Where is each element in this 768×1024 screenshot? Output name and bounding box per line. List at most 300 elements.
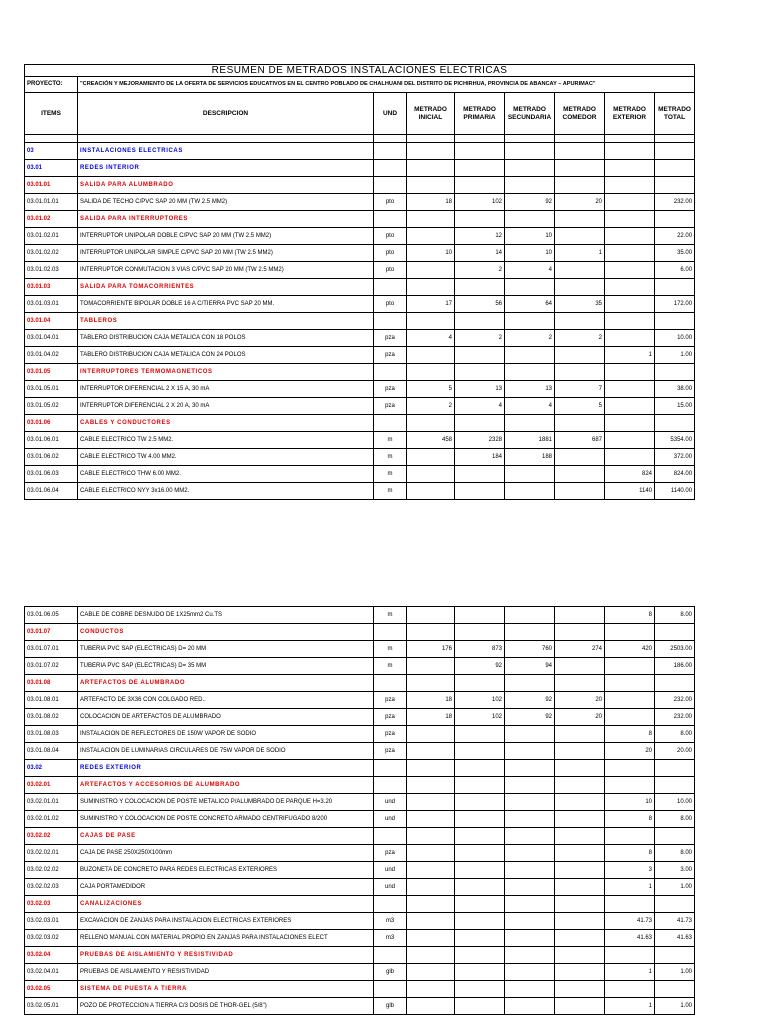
metrado-exterior: [605, 675, 655, 692]
item-code: 03.01.05: [25, 364, 78, 381]
subsection-row: [25, 279, 695, 296]
metrado-exterior: [605, 143, 655, 160]
metrados-table-1: [24, 64, 695, 500]
metrado-primaria: 102: [455, 709, 505, 726]
metrado-primaria: [455, 177, 505, 194]
item-description: INTERRUPTOR UNIPOLAR DOBLE C/PVC SAP 20 MM (TW 2.5 MM2): [78, 228, 374, 245]
metrado-comedor: [555, 913, 605, 930]
item-code: 03.01.08: [25, 675, 78, 692]
metrado-secundaria: 64: [505, 296, 555, 313]
metrado-inicial: [407, 313, 455, 330]
metrado-exterior: 8: [605, 726, 655, 743]
item-code: 03.02.04.01: [25, 964, 78, 981]
item-description: REDES INTERIOR: [78, 160, 374, 177]
metrado-primaria: [455, 879, 505, 896]
metrado-total: 15.00: [655, 398, 695, 415]
table-row: [25, 726, 695, 743]
metrado-exterior: [605, 449, 655, 466]
metrado-total: 35.00: [655, 245, 695, 262]
metrado-exterior: 824: [605, 466, 655, 483]
metrado-inicial: 18: [407, 709, 455, 726]
item-description: CAJAS DE PASE: [78, 828, 374, 845]
metrado-total: [655, 777, 695, 794]
metrado-primaria: [455, 483, 505, 500]
metrado-total: 232.00: [655, 194, 695, 211]
item-code: 03.02.05: [25, 981, 78, 998]
metrado-secundaria: [505, 811, 555, 828]
item-unit: pto: [374, 296, 407, 313]
subsection-row: [25, 896, 695, 913]
metrado-total: 1.00: [655, 964, 695, 981]
metrado-comedor: [555, 726, 605, 743]
item-unit: pza: [374, 347, 407, 364]
metrado-exterior: 8: [605, 845, 655, 862]
metrado-secundaria: [505, 862, 555, 879]
metrado-exterior: [605, 262, 655, 279]
header-metrado-exterior: METRADO EXTERIOR: [605, 93, 655, 135]
metrado-exterior: [605, 279, 655, 296]
metrado-primaria: [455, 777, 505, 794]
item-unit: [374, 675, 407, 692]
metrado-inicial: [407, 862, 455, 879]
subsection-row: [25, 415, 695, 432]
item-unit: [374, 143, 407, 160]
metrado-exterior: [605, 177, 655, 194]
table-row: [25, 845, 695, 862]
item-code: 03.01.07: [25, 624, 78, 641]
metrado-primaria: [455, 896, 505, 913]
metrado-comedor: [555, 211, 605, 228]
item-description: TABLERO DISTRIBUCION CAJA METALICA CON 24 POLOS: [78, 347, 374, 364]
item-code: 03.02.02.02: [25, 862, 78, 879]
metrado-inicial: 458: [407, 432, 455, 449]
item-description: SUMINISTRO Y COLOCACION DE POSTE CONCRETO ARMADO CENTRIFUGADO 8/200: [78, 811, 374, 828]
item-code: 03.01.04: [25, 313, 78, 330]
header-metrado-comedor: METRADO COMEDOR: [555, 93, 605, 135]
metrado-total: [655, 675, 695, 692]
item-code: 03.02.01.02: [25, 811, 78, 828]
metrado-total: 2503.00: [655, 641, 695, 658]
metrado-primaria: [455, 143, 505, 160]
metrado-comedor: [555, 760, 605, 777]
metrado-exterior: 1: [605, 879, 655, 896]
header-metrado-total: METRADO TOTAL: [655, 93, 695, 135]
section-row: [25, 143, 695, 160]
metrado-primaria: [455, 160, 505, 177]
item-description: ARTEFACTOS DE ALUMBRADO: [78, 675, 374, 692]
item-unit: m: [374, 483, 407, 500]
item-unit: [374, 415, 407, 432]
metrado-exterior: [605, 398, 655, 415]
metrado-comedor: [555, 449, 605, 466]
metrado-inicial: [407, 143, 455, 160]
metrado-secundaria: 188: [505, 449, 555, 466]
metrado-total: 3.00: [655, 862, 695, 879]
item-unit: pza: [374, 398, 407, 415]
metrado-inicial: [407, 607, 455, 624]
metrado-exterior: 20: [605, 743, 655, 760]
item-code: 03.01.06.05: [25, 607, 78, 624]
metrado-primaria: [455, 466, 505, 483]
metrado-total: [655, 211, 695, 228]
table-row: [25, 330, 695, 347]
metrado-comedor: 20: [555, 194, 605, 211]
metrado-comedor: [555, 845, 605, 862]
project-row: [25, 77, 695, 93]
item-code: 03.01.06.04: [25, 483, 78, 500]
item-unit: [374, 211, 407, 228]
item-description: TUBERIA PVC SAP (ELECTRICAS) D= 20 MM: [78, 641, 374, 658]
metrado-primaria: [455, 364, 505, 381]
metrado-comedor: [555, 177, 605, 194]
subsection-row: [25, 675, 695, 692]
metrado-exterior: [605, 432, 655, 449]
subsection-row: [25, 313, 695, 330]
item-unit: und: [374, 811, 407, 828]
item-code: 03.01.06: [25, 415, 78, 432]
metrado-secundaria: [505, 466, 555, 483]
item-description: INTERRUPTOR DIFERENCIAL 2 X 15 A, 30 mA: [78, 381, 374, 398]
metrado-primaria: [455, 947, 505, 964]
item-description: EXCAVACION DE ZANJAS PARA INSTALACION ELECTRICAS EXTERIORES: [78, 913, 374, 930]
metrado-comedor: 7: [555, 381, 605, 398]
metrado-comedor: [555, 658, 605, 675]
metrado-inicial: [407, 726, 455, 743]
metrado-inicial: 5: [407, 381, 455, 398]
project-value: "CREACIÓN Y MEJORAMIENTO DE LA OFERTA DE SERVICIOS EDUCATIVOS EN EL CENTRO POBLADO DE CHALHUANI DEL DISTRITO DE PICHIRHUA, PROVINCIA DE ABANCAY – APURIMAC": [78, 77, 695, 93]
item-code: 03.01.06.01: [25, 432, 78, 449]
metrado-comedor: [555, 947, 605, 964]
metrado-total: 8.00: [655, 811, 695, 828]
item-unit: pza: [374, 743, 407, 760]
metrado-primaria: 2: [455, 262, 505, 279]
subsection-row: [25, 364, 695, 381]
metrado-primaria: [455, 279, 505, 296]
metrado-total: 172.00: [655, 296, 695, 313]
metrado-comedor: [555, 262, 605, 279]
metrado-secundaria: [505, 364, 555, 381]
metrado-inicial: [407, 845, 455, 862]
item-code: 03.02.03.01: [25, 913, 78, 930]
metrado-inicial: [407, 624, 455, 641]
metrado-total: 6.00: [655, 262, 695, 279]
metrado-secundaria: 94: [505, 658, 555, 675]
metrado-total: [655, 981, 695, 998]
item-description: SUMINISTRO Y COLOCACION DE POSTE METALICO P/ALUMBRADO DE PARQUE H=3.20: [78, 794, 374, 811]
item-description: INTERRUPTOR UNIPOLAR SIMPLE C/PVC SAP 20 MM (TW 2.5 MM2): [78, 245, 374, 262]
table-row: [25, 432, 695, 449]
item-unit: pza: [374, 709, 407, 726]
item-code: 03.01.02.03: [25, 262, 78, 279]
item-description: SALIDA PARA INTERRUPTORES: [78, 211, 374, 228]
item-code: 03: [25, 143, 78, 160]
item-code: 03.01.07.01: [25, 641, 78, 658]
metrado-secundaria: [505, 947, 555, 964]
metrado-secundaria: 92: [505, 692, 555, 709]
metrado-exterior: [605, 313, 655, 330]
item-unit: pza: [374, 330, 407, 347]
table-row: [25, 913, 695, 930]
header-metrado-secundaria: METRADO SECUNDARIA: [505, 93, 555, 135]
item-code: 03.02.01.01: [25, 794, 78, 811]
table-row: [25, 228, 695, 245]
metrado-comedor: [555, 862, 605, 879]
metrado-total: 1.00: [655, 879, 695, 896]
metrado-inicial: [407, 160, 455, 177]
metrado-primaria: [455, 313, 505, 330]
metrado-secundaria: [505, 607, 555, 624]
metrado-inicial: [407, 177, 455, 194]
metrado-secundaria: 2: [505, 330, 555, 347]
metrado-comedor: [555, 998, 605, 1015]
item-unit: pto: [374, 262, 407, 279]
metrado-inicial: [407, 998, 455, 1015]
metrado-primaria: [455, 794, 505, 811]
metrado-exterior: [605, 658, 655, 675]
metrado-comedor: [555, 930, 605, 947]
metrado-inicial: [407, 947, 455, 964]
item-code: 03.01.04.01: [25, 330, 78, 347]
title-row: [25, 65, 695, 77]
metrado-inicial: 176: [407, 641, 455, 658]
metrado-secundaria: [505, 896, 555, 913]
item-unit: pza: [374, 381, 407, 398]
metrado-secundaria: [505, 279, 555, 296]
item-unit: m: [374, 607, 407, 624]
item-description: PRUEBAS DE AISLAMIENTO Y RESISTIVIDAD: [78, 964, 374, 981]
section-row: [25, 760, 695, 777]
metrado-inicial: [407, 811, 455, 828]
metrado-exterior: [605, 415, 655, 432]
metrado-secundaria: [505, 624, 555, 641]
sheet-page-2: [24, 606, 694, 1015]
metrado-comedor: 274: [555, 641, 605, 658]
metrado-total: 8.00: [655, 845, 695, 862]
item-unit: m: [374, 449, 407, 466]
header-metrado-inicial: METRADO INICIAL: [407, 93, 455, 135]
item-code: 03.01.01: [25, 177, 78, 194]
item-description: INTERRUPTORES TERMOMAGNETICOS: [78, 364, 374, 381]
item-description: CABLE ELECTRICO TW 4.00 MM2.: [78, 449, 374, 466]
item-code: 03.01.08.04: [25, 743, 78, 760]
metrado-inicial: [407, 760, 455, 777]
metrado-primaria: [455, 760, 505, 777]
item-code: 03.01: [25, 160, 78, 177]
item-description: PRUEBAS DE AISLAMIENTO Y RESISTIVIDAD: [78, 947, 374, 964]
item-code: 03.01.06.03: [25, 466, 78, 483]
metrado-total: 10.00: [655, 794, 695, 811]
metrado-primaria: 102: [455, 194, 505, 211]
item-unit: pza: [374, 692, 407, 709]
table-row: [25, 998, 695, 1015]
metrado-exterior: [605, 228, 655, 245]
metrado-comedor: [555, 743, 605, 760]
metrado-primaria: [455, 211, 505, 228]
metrado-secundaria: [505, 313, 555, 330]
metrado-primaria: [455, 930, 505, 947]
metrado-exterior: 10: [605, 794, 655, 811]
metrado-comedor: 2: [555, 330, 605, 347]
item-unit: m: [374, 466, 407, 483]
metrado-exterior: [605, 330, 655, 347]
metrado-secundaria: 10: [505, 245, 555, 262]
metrado-exterior: [605, 211, 655, 228]
metrado-secundaria: [505, 177, 555, 194]
metrado-secundaria: [505, 347, 555, 364]
item-unit: pto: [374, 245, 407, 262]
metrado-exterior: [605, 896, 655, 913]
table-row: [25, 262, 695, 279]
item-unit: [374, 760, 407, 777]
metrado-secundaria: [505, 828, 555, 845]
metrado-secundaria: [505, 415, 555, 432]
metrado-secundaria: 92: [505, 194, 555, 211]
metrado-comedor: [555, 964, 605, 981]
metrado-inicial: 2: [407, 398, 455, 415]
metrado-primaria: 873: [455, 641, 505, 658]
item-description: CANALIZACIONES: [78, 896, 374, 913]
section-row: [25, 160, 695, 177]
table-row: [25, 347, 695, 364]
metrado-total: [655, 313, 695, 330]
metrado-secundaria: [505, 964, 555, 981]
item-description: CABLE DE COBRE DESNUDO DE 1X25mm2 Cu.TS: [78, 607, 374, 624]
item-unit: glb: [374, 998, 407, 1015]
metrado-comedor: [555, 828, 605, 845]
metrado-primaria: [455, 726, 505, 743]
item-description: POZO DE PROTECCION A TIERRA C/3 DOSIS DE THOR-GEL (5/8"): [78, 998, 374, 1015]
metrado-primaria: [455, 743, 505, 760]
table-row: [25, 692, 695, 709]
metrado-inicial: [407, 364, 455, 381]
metrado-primaria: 2: [455, 330, 505, 347]
table-row: [25, 879, 695, 896]
metrado-secundaria: [505, 879, 555, 896]
metrado-exterior: 1: [605, 998, 655, 1015]
metrado-total: [655, 177, 695, 194]
metrado-exterior: 41.73: [605, 913, 655, 930]
item-description: CABLE ELECTRICO TW 2.5 MM2.: [78, 432, 374, 449]
item-description: TABLERO DISTRIBUCION CAJA METALICA CON 18 POLOS: [78, 330, 374, 347]
metrado-secundaria: 13: [505, 381, 555, 398]
item-unit: glb: [374, 964, 407, 981]
metrado-secundaria: 10: [505, 228, 555, 245]
item-unit: [374, 364, 407, 381]
metrado-total: [655, 279, 695, 296]
item-code: 03.02.04: [25, 947, 78, 964]
metrado-primaria: 2328: [455, 432, 505, 449]
header-row: [25, 93, 695, 135]
metrado-inicial: 18: [407, 194, 455, 211]
item-description: ARTEFACTOS Y ACCESORIOS DE ALUMBRADO: [78, 777, 374, 794]
header-items: ITEMS: [25, 93, 78, 135]
metrado-exterior: 420: [605, 641, 655, 658]
item-unit: m3: [374, 913, 407, 930]
metrado-primaria: [455, 675, 505, 692]
metrado-exterior: [605, 245, 655, 262]
metrado-comedor: [555, 675, 605, 692]
item-description: INTERRUPTOR CONMUTACION 3 VIAS C/PVC SAP 20 MM (TW 2.5 MM2): [78, 262, 374, 279]
item-unit: [374, 177, 407, 194]
metrado-inicial: [407, 347, 455, 364]
metrado-exterior: 8: [605, 607, 655, 624]
metrado-total: 38.00: [655, 381, 695, 398]
metrado-total: [655, 624, 695, 641]
item-description: CABLES Y CONDUCTORES: [78, 415, 374, 432]
metrado-total: [655, 143, 695, 160]
metrado-exterior: [605, 947, 655, 964]
item-code: 03.01.03: [25, 279, 78, 296]
subsection-row: [25, 947, 695, 964]
metrado-comedor: 20: [555, 692, 605, 709]
metrado-primaria: [455, 828, 505, 845]
metrado-primaria: [455, 845, 505, 862]
metrado-inicial: [407, 930, 455, 947]
item-description: SALIDA DE TECHO C/PVC SAP 20 MM (TW 2.5 MM2): [78, 194, 374, 211]
metrado-primaria: [455, 862, 505, 879]
metrado-secundaria: [505, 930, 555, 947]
subsection-row: [25, 624, 695, 641]
metrado-inicial: [407, 794, 455, 811]
metrado-inicial: [407, 828, 455, 845]
item-unit: [374, 828, 407, 845]
metrado-inicial: [407, 896, 455, 913]
metrado-exterior: [605, 692, 655, 709]
table-row: [25, 483, 695, 500]
metrado-exterior: [605, 777, 655, 794]
item-unit: [374, 981, 407, 998]
table-row: [25, 658, 695, 675]
item-description: REDES EXTERIOR: [78, 760, 374, 777]
metrado-comedor: [555, 777, 605, 794]
metrado-comedor: 35: [555, 296, 605, 313]
table-row: [25, 398, 695, 415]
metrado-comedor: 5: [555, 398, 605, 415]
item-code: 03.01.01.01: [25, 194, 78, 211]
metrado-secundaria: 1881: [505, 432, 555, 449]
metrado-total: 41.63: [655, 930, 695, 947]
metrado-primaria: [455, 347, 505, 364]
metrado-inicial: [407, 658, 455, 675]
metrado-comedor: [555, 879, 605, 896]
metrado-exterior: 1140: [605, 483, 655, 500]
metrado-exterior: [605, 828, 655, 845]
metrado-comedor: 20: [555, 709, 605, 726]
metrado-secundaria: [505, 483, 555, 500]
metrado-primaria: 13: [455, 381, 505, 398]
metrado-primaria: 184: [455, 449, 505, 466]
item-unit: [374, 777, 407, 794]
metrado-comedor: [555, 347, 605, 364]
metrado-primaria: 12: [455, 228, 505, 245]
metrado-exterior: [605, 364, 655, 381]
metrado-inicial: 17: [407, 296, 455, 313]
item-code: 03.02.02.01: [25, 845, 78, 862]
metrado-inicial: [407, 981, 455, 998]
metrado-total: [655, 364, 695, 381]
metrado-secundaria: 760: [505, 641, 555, 658]
item-description: CAJA DE PASE 250X250X100mm: [78, 845, 374, 862]
item-code: 03.01.08.03: [25, 726, 78, 743]
item-code: 03.01.05.01: [25, 381, 78, 398]
metrado-comedor: [555, 794, 605, 811]
subsection-row: [25, 211, 695, 228]
metrado-inicial: [407, 777, 455, 794]
metrado-primaria: 4: [455, 398, 505, 415]
item-description: INSTALACIONES ELECTRICAS: [78, 143, 374, 160]
item-unit: pto: [374, 228, 407, 245]
metrado-comedor: [555, 313, 605, 330]
